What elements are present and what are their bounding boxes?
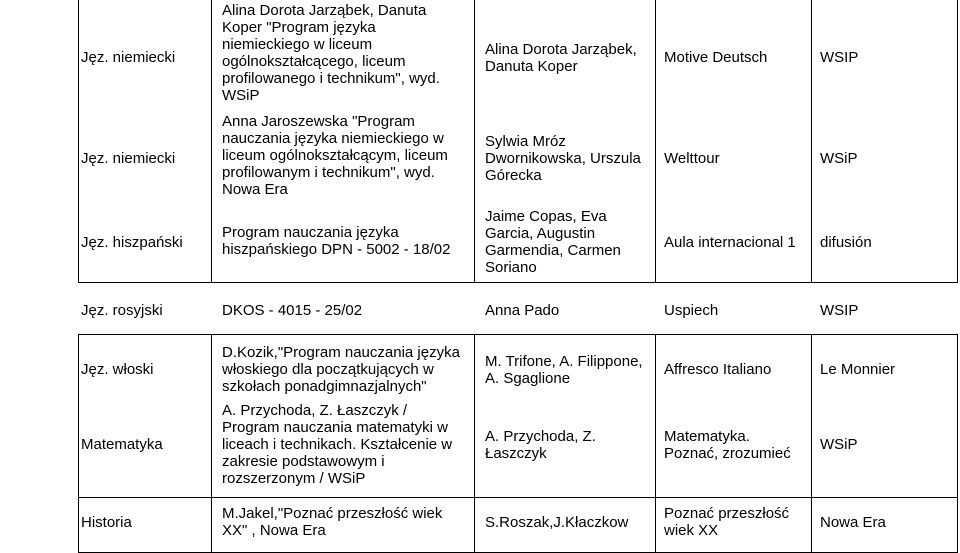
textbook-cell: Motive Deutsch: [664, 49, 768, 66]
table-border: [474, 334, 475, 553]
publisher-cell: WSiP: [820, 150, 858, 167]
table-border: [655, 0, 656, 283]
textbook-cell: Uspiech: [664, 302, 719, 319]
authors-cell: Sylwia Mróz Dwornikowska, Urszula Górecka: [485, 133, 641, 184]
authors-cell: Alina Dorota Jarząbek, Danuta Koper: [485, 41, 637, 75]
textbook-cell: Matematyka. Poznać, zrozumieć: [664, 428, 791, 462]
table-border: [78, 334, 79, 553]
subject-cell: Historia: [81, 514, 132, 531]
publisher-cell: WSIP: [820, 302, 859, 319]
subject-cell: Jęz. hiszpański: [81, 234, 183, 251]
table-border: [211, 0, 212, 283]
table-border: [78, 282, 958, 283]
textbook-cell: Aula internacional 1: [664, 234, 796, 251]
program-cell: D.Kozik,"Program nauczania języka włoskiego dla początkujących w szkołach ponadgimnazjalnych": [222, 344, 460, 395]
table-border: [655, 334, 656, 553]
authors-cell: A. Przychoda, Z. Łaszczyk: [485, 428, 596, 462]
subject-cell: Jęz. włoski: [81, 361, 154, 378]
table-border: [78, 497, 958, 498]
subject-cell: Jęz. rosyjski: [81, 302, 163, 319]
subject-cell: Jęz. niemiecki: [81, 150, 176, 167]
authors-cell: S.Roszak,J.Kłaczkow: [485, 514, 629, 531]
publisher-cell: WSIP: [820, 49, 859, 66]
publisher-cell: Nowa Era: [820, 514, 886, 531]
authors-cell: Anna Pado: [485, 302, 560, 319]
table-border: [78, 0, 79, 283]
program-cell: Alina Dorota Jarząbek, Danuta Koper "Program języka niemieckiego w liceum ogólnokształcącego, liceum profilowanego i technikum", wyd. WSiP: [222, 2, 440, 104]
authors-cell: Jaime Copas, Eva Garcia, Augustin Garmendia, Carmen Soriano: [485, 208, 621, 276]
table-border: [957, 0, 958, 283]
program-cell: Program nauczania języka hiszpańskiego DPN - 5002 - 18/02: [222, 224, 451, 258]
textbook-cell: Poznać przeszłość wiek XX: [664, 505, 790, 539]
publisher-cell: difusión: [820, 234, 872, 251]
textbook-cell: Welttour: [664, 150, 720, 167]
subject-cell: Jęz. niemiecki: [81, 49, 176, 66]
publisher-cell: WSiP: [820, 436, 858, 453]
authors-cell: M. Trifone, A. Filippone, A. Sgaglione: [485, 353, 643, 387]
program-cell: Anna Jaroszewska "Program nauczania języka niemieckiego w liceum ogólnokształcącym, liceum profilowanym i technikum", wyd. Nowa Era: [222, 113, 448, 198]
table-border: [811, 334, 812, 553]
program-cell: DKOS - 4015 - 25/02: [222, 302, 363, 319]
publisher-cell: Le Monnier: [820, 361, 896, 378]
table-border: [78, 334, 958, 335]
program-cell: M.Jakel,"Poznać przeszłość wiek XX" , Nowa Era: [222, 505, 443, 539]
subject-cell: Matematyka: [81, 436, 163, 453]
table-border: [957, 334, 958, 553]
table-border: [474, 0, 475, 283]
table-border: [811, 0, 812, 283]
table-border: [211, 334, 212, 553]
textbook-cell: Affresco Italiano: [664, 361, 772, 378]
program-cell: A. Przychoda, Z. Łaszczyk / Program nauczania matematyki w liceach i technikach. Kształcenie w zakresie podstawowym i rozszerzonym / WSiP: [222, 402, 453, 487]
